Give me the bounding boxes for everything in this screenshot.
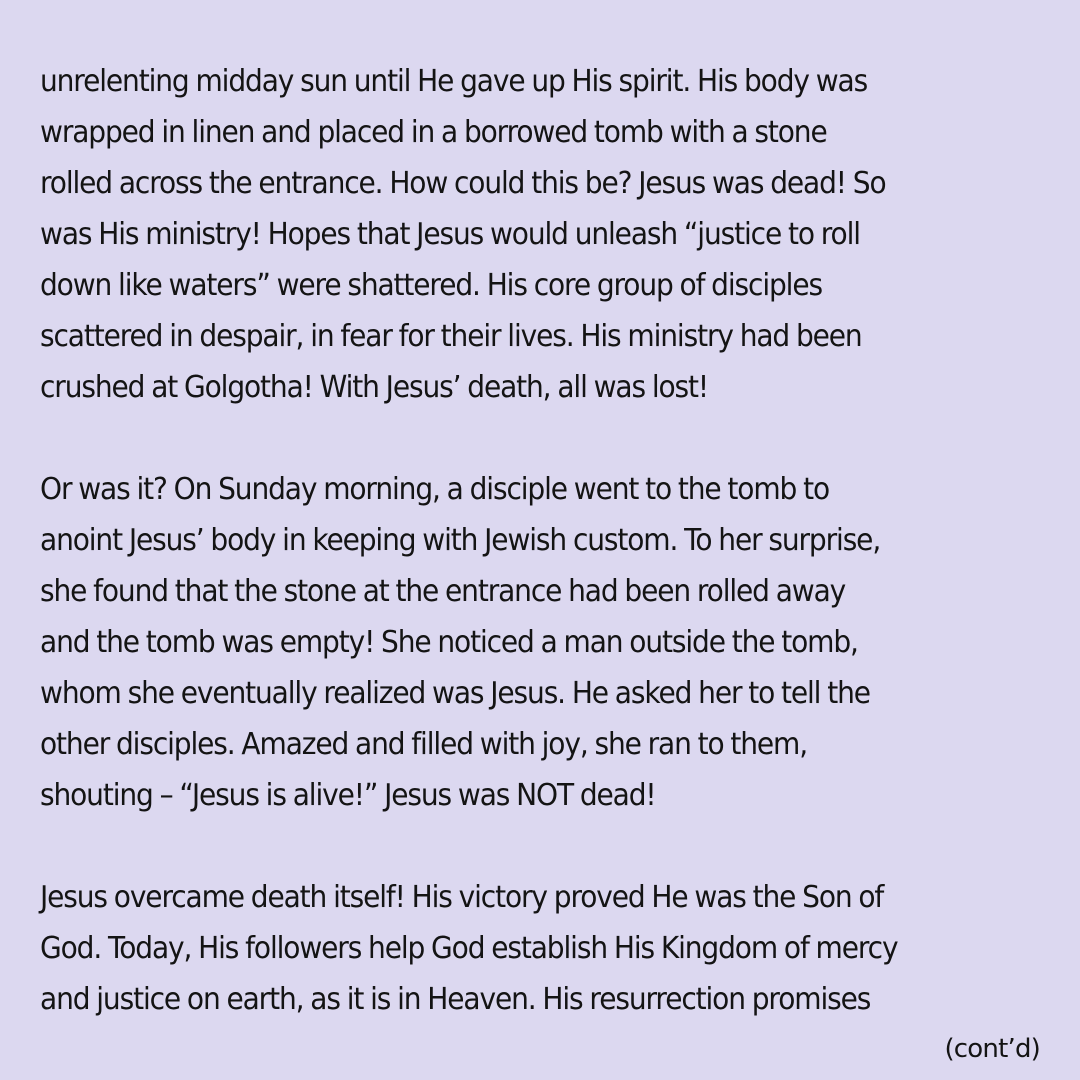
text-line: Or was it? On Sunday morning, a disciple went to the tomb to [40, 472, 829, 507]
text-line: shouting – “Jesus is alive!” Jesus was NOT dead! [40, 778, 656, 813]
paragraph-1 [40, 56, 984, 413]
text-line: and justice on earth, as it is in Heaven. His resurrection promises [40, 982, 871, 1017]
text-line: and the tomb was empty! She noticed a man outside the tomb, [40, 625, 858, 660]
text-line: crushed at Golgotha! With Jesus’ death, all was lost! [40, 370, 709, 405]
paragraph-gap [40, 821, 984, 872]
text-line: she found that the stone at the entrance had been rolled away [40, 574, 846, 609]
document-body [40, 56, 984, 1025]
text-line: God. Today, His followers help God establish His Kingdom of mercy [40, 931, 898, 966]
paragraph-3 [40, 872, 984, 1025]
text-line: wrapped in linen and placed in a borrowed tomb with a stone [40, 115, 827, 150]
text-line: was His ministry! Hopes that Jesus would unleash “justice to roll [40, 217, 860, 252]
text-line: rolled across the entrance. How could this be? Jesus was dead! So [40, 166, 886, 201]
paragraph-2 [40, 464, 984, 821]
text-line: down like waters” were shattered. His core group of disciples [40, 268, 822, 303]
continued-label: (cont’d) [944, 1034, 1040, 1064]
paragraph-gap [40, 413, 984, 464]
text-line: unrelenting midday sun until He gave up His spirit. His body was [40, 64, 868, 99]
text-line: whom she eventually realized was Jesus. He asked her to tell the [40, 676, 870, 711]
text-line: anoint Jesus’ body in keeping with Jewish custom. To her surprise, [40, 523, 881, 558]
text-line: Jesus overcame death itself! His victory proved He was the Son of [40, 880, 884, 915]
text-line: other disciples. Amazed and filled with joy, she ran to them, [40, 727, 808, 762]
text-line: scattered in despair, in fear for their lives. His ministry had been [40, 319, 862, 354]
